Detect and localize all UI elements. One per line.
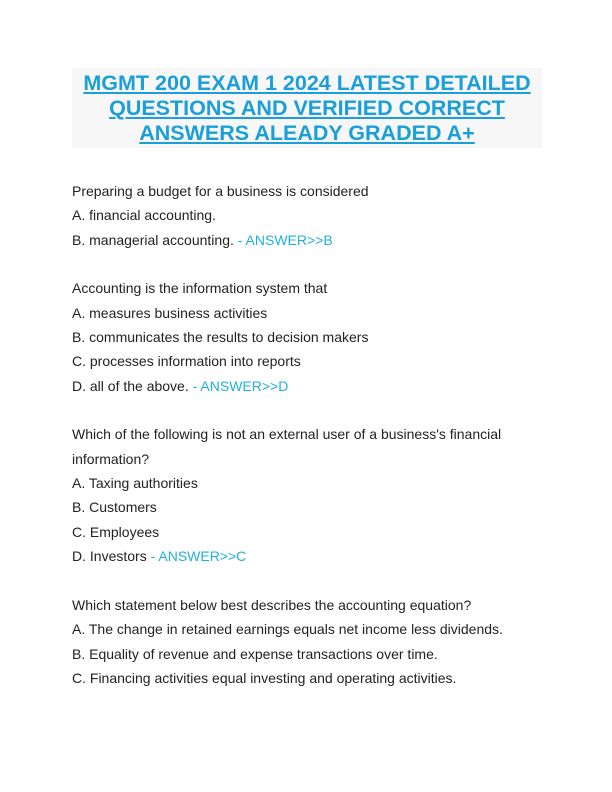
answer-option: A. Taxing authorities xyxy=(72,475,198,492)
answer-option: B. Equality of revenue and expense transactions over time. xyxy=(72,645,438,662)
answer-option-text: D. all of the above. xyxy=(72,377,189,394)
title-line: ANSWERS ALEADY GRADED A+ xyxy=(139,121,475,145)
question-4 xyxy=(72,593,552,691)
question-1 xyxy=(72,179,552,252)
question-prompt: Accounting is the information system that xyxy=(72,280,328,297)
title-line: MGMT 200 EXAM 1 2024 LATEST DETAILED xyxy=(83,71,531,95)
document-title-block xyxy=(72,68,542,148)
answer-option-text: B. managerial accounting. xyxy=(72,231,234,248)
answer-option: C. processes information into reports xyxy=(72,353,301,370)
question-2 xyxy=(72,276,552,398)
correct-answer: - ANSWER>>C xyxy=(146,548,247,565)
question-prompt: Which of the following is not an external user of a business's financial information? xyxy=(72,426,502,467)
answer-option: C. Financing activities equal investing and operating activities. xyxy=(72,669,457,686)
question-prompt: Which statement below best describes the accounting equation? xyxy=(72,596,472,613)
answer-option: A. measures business activities xyxy=(72,304,268,321)
answer-option: A. The change in retained earnings equals net income less dividends. xyxy=(72,621,503,638)
answer-option: A. financial accounting. xyxy=(72,207,216,224)
title-line: QUESTIONS AND VERIFIED CORRECT xyxy=(109,96,505,120)
document-title xyxy=(72,68,542,146)
correct-answer: - ANSWER>>B xyxy=(233,231,333,248)
question-3 xyxy=(72,422,552,568)
question-prompt: Preparing a budget for a business is considered xyxy=(72,183,369,199)
answer-option xyxy=(72,228,552,252)
answer-option-text: D. Investors xyxy=(72,548,147,565)
answer-option: B. Customers xyxy=(72,499,157,516)
question-list xyxy=(72,179,552,714)
answer-option: C. Employees xyxy=(72,523,160,540)
answer-option xyxy=(72,374,552,398)
correct-answer: - ANSWER>>D xyxy=(188,377,289,394)
answer-option xyxy=(72,544,552,568)
answer-option: B. communicates the results to decision makers xyxy=(72,329,369,346)
